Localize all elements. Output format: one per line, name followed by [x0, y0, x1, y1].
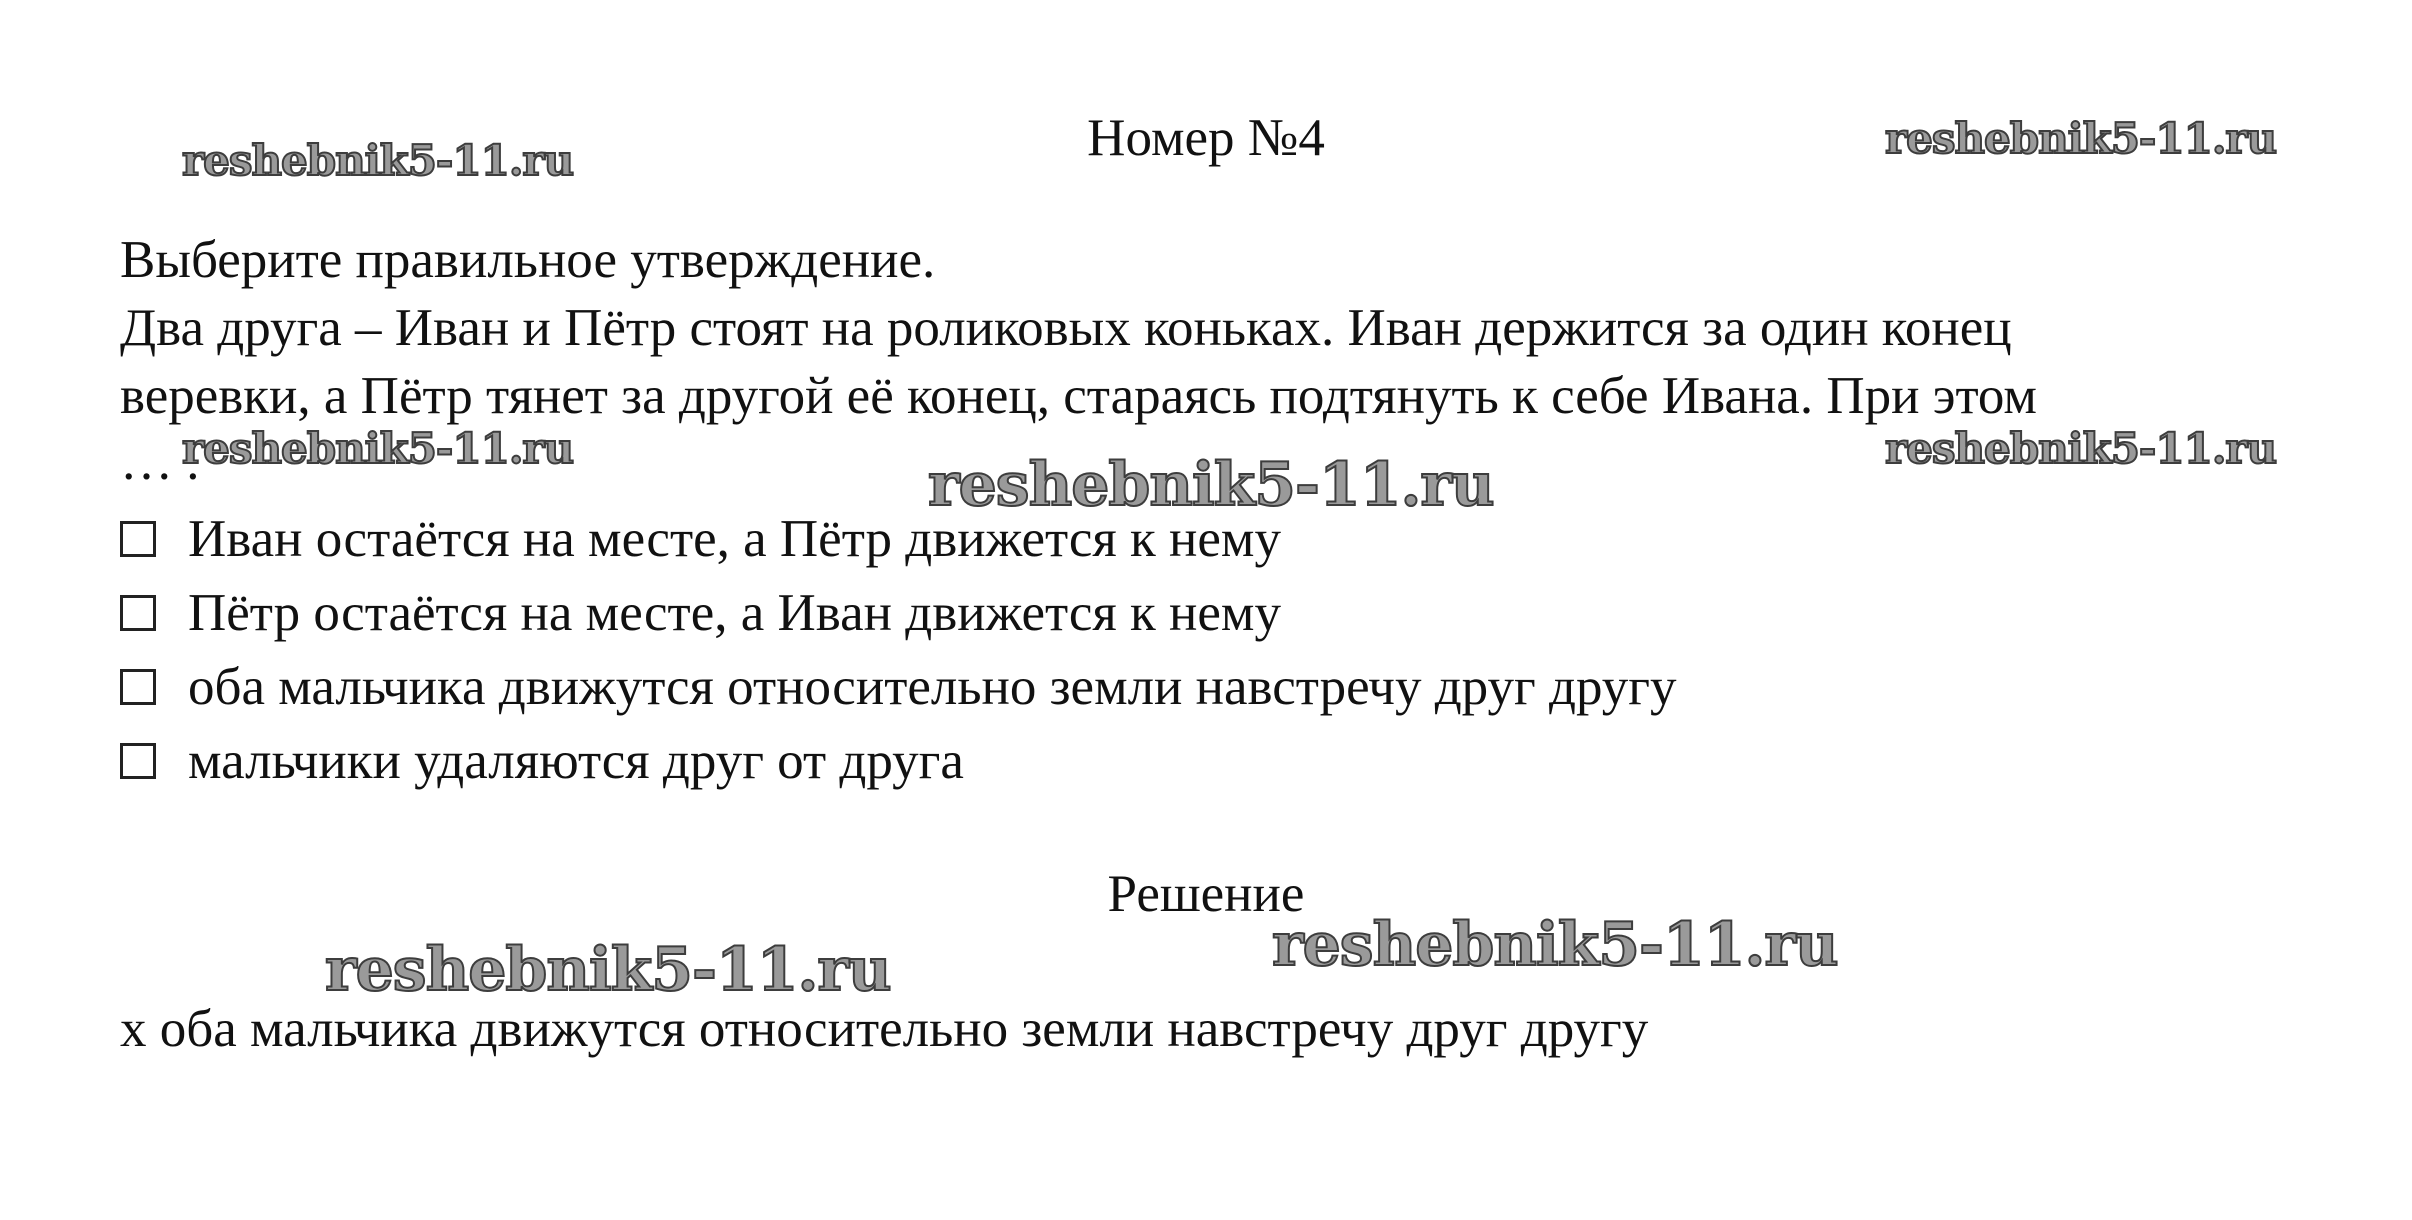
- solution-heading: Решение: [1107, 865, 1305, 923]
- watermark: reshebnik5-11.ru: [325, 935, 891, 1005]
- question-instruction: Выберите правильное утверждение.: [120, 231, 936, 289]
- solution-answer: х оба мальчика движутся относительно земли навстречу друг другу: [120, 1000, 1649, 1058]
- checkbox-icon: [120, 521, 156, 557]
- answer-option-label: оба мальчика движутся относительно земли навстречу друг другу: [188, 657, 1677, 716]
- watermark: reshebnik5-11.ru: [1885, 424, 2277, 473]
- checkbox-icon: [120, 669, 156, 705]
- watermark: reshebnik5-11.ru: [1885, 114, 2277, 163]
- watermark: reshebnik5-11.ru: [928, 450, 1494, 520]
- answer-option: [120, 509, 1281, 568]
- question-text-line: веревки, а Пётр тянет за другой её конец, стараясь подтянуть к себе Ивана. При этом: [120, 367, 2037, 425]
- answer-option-label: мальчики удаляются друг от друга: [188, 731, 964, 790]
- answer-option-label: Иван остаётся на месте, а Пётр движется к нему: [188, 509, 1281, 568]
- checkbox-icon: [120, 595, 156, 631]
- answer-option: [120, 731, 964, 790]
- answer-option: [120, 657, 1677, 716]
- watermark: reshebnik5-11.ru: [182, 424, 574, 473]
- watermark: reshebnik5-11.ru: [182, 136, 574, 185]
- question-ellipsis: … .: [120, 433, 200, 491]
- watermark: reshebnik5-11.ru: [1272, 910, 1838, 980]
- page-title: Номер №4: [1087, 109, 1325, 167]
- checkbox-icon: [120, 743, 156, 779]
- answer-option: [120, 583, 1281, 642]
- answer-option-label: Пётр остаётся на месте, а Иван движется к нему: [188, 583, 1281, 642]
- question-text-line: Два друга – Иван и Пётр стоят на роликовых коньках. Иван держится за один конец: [120, 299, 2012, 357]
